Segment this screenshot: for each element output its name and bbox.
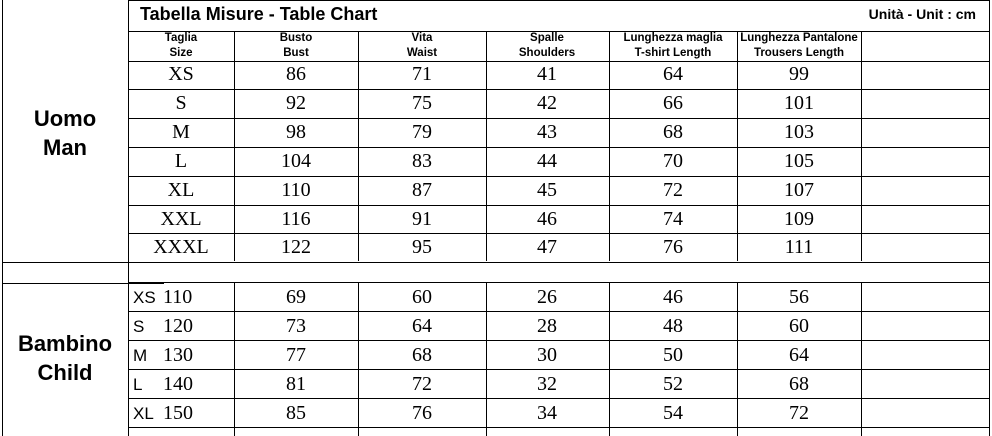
men-cell-waist: 95 — [412, 236, 432, 259]
men-cell-waist: 79 — [412, 120, 432, 143]
child-cell-size: L — [133, 375, 143, 394]
child-cell-height: 150 — [163, 402, 193, 424]
men-cell-shoulders: 43 — [537, 120, 557, 143]
header-bust: Busto Bust — [279, 32, 313, 59]
header-tshirt-length: Lunghezza maglia T-shirt Length — [623, 32, 723, 59]
child-cell-size: M — [133, 346, 148, 365]
group-label-man: Uomo Man — [33, 106, 97, 160]
men-cell-size: XXXL — [153, 236, 209, 259]
child-cell-height: 140 — [163, 373, 193, 395]
men-cell-size: XL — [167, 178, 195, 201]
child-cell-bust: 85 — [286, 402, 306, 424]
men-cell-bust: 122 — [281, 236, 311, 259]
child-cell-waist: 68 — [412, 344, 432, 366]
unit-label: Unità - Unit : cm — [868, 6, 976, 22]
child-cell-trousers-length: 56 — [789, 286, 809, 308]
child-cell-tshirt-length: 48 — [663, 315, 683, 337]
child-cell-height: 120 — [163, 315, 193, 337]
men-cell-bust: 104 — [281, 149, 311, 172]
header-shoulders: Spalle Shoulders — [518, 32, 576, 59]
men-cell-size: S — [175, 91, 187, 114]
men-cell-waist: 75 — [412, 91, 432, 114]
men-cell-waist: 71 — [412, 63, 432, 85]
men-cell-tshirt-length: 70 — [663, 149, 683, 172]
men-cell-trousers-length: 101 — [784, 91, 814, 114]
men-cell-tshirt-length: 66 — [663, 91, 683, 114]
header-size: Taglia Size — [164, 32, 198, 59]
child-cell-bust: 81 — [286, 373, 306, 395]
men-cell-trousers-length: 109 — [784, 207, 814, 230]
men-cell-tshirt-length: 74 — [663, 207, 683, 230]
men-cell-trousers-length: 105 — [784, 149, 814, 172]
men-cell-shoulders: 41 — [537, 63, 557, 85]
men-cell-waist: 87 — [412, 178, 432, 201]
child-cell-shoulders: 32 — [537, 373, 557, 395]
men-cell-waist: 83 — [412, 149, 432, 172]
child-cell-trousers-length: 60 — [789, 315, 809, 337]
men-cell-bust: 92 — [286, 91, 306, 114]
men-cell-shoulders: 44 — [537, 149, 557, 172]
men-cell-bust: 86 — [286, 63, 306, 85]
child-cell-size: XL — [133, 404, 154, 423]
men-cell-trousers-length: 107 — [784, 178, 814, 201]
table-title: Tabella Misure - Table Chart — [140, 4, 378, 24]
child-cell-trousers-length: 64 — [789, 344, 809, 366]
group-label-child: Bambino Child — [17, 331, 113, 385]
child-cell-trousers-length: 72 — [789, 402, 809, 424]
child-cell-shoulders: 34 — [537, 402, 557, 424]
child-cell-waist: 60 — [412, 286, 432, 308]
men-cell-tshirt-length: 64 — [663, 63, 683, 85]
header-trousers-length: Lunghezza Pantalone Trousers Length — [740, 32, 858, 59]
men-cell-shoulders: 47 — [537, 236, 557, 259]
men-cell-size: XXL — [160, 207, 202, 230]
child-cell-bust: 77 — [286, 344, 306, 366]
child-cell-size: XS — [133, 288, 156, 307]
men-cell-size: M — [172, 120, 190, 143]
men-cell-trousers-length: 99 — [789, 63, 809, 85]
men-cell-tshirt-length: 76 — [663, 236, 683, 259]
child-cell-trousers-length: 68 — [789, 373, 809, 395]
child-cell-tshirt-length: 46 — [663, 286, 683, 308]
men-cell-shoulders: 45 — [537, 178, 557, 201]
men-cell-tshirt-length: 68 — [663, 120, 683, 143]
child-cell-bust: 69 — [286, 286, 306, 308]
men-cell-trousers-length: 103 — [784, 120, 814, 143]
men-cell-bust: 110 — [281, 178, 311, 201]
child-cell-height: 110 — [163, 286, 193, 308]
men-cell-bust: 116 — [281, 207, 311, 230]
child-cell-height: 130 — [163, 344, 193, 366]
child-cell-waist: 64 — [412, 315, 432, 337]
child-cell-bust: 73 — [286, 315, 306, 337]
child-cell-shoulders: 30 — [537, 344, 557, 366]
men-cell-waist: 91 — [412, 207, 432, 230]
child-cell-tshirt-length: 50 — [663, 344, 683, 366]
child-cell-waist: 76 — [412, 402, 432, 424]
men-cell-size: L — [174, 149, 188, 172]
men-cell-size: XS — [168, 63, 194, 85]
child-cell-waist: 72 — [412, 373, 432, 395]
child-cell-shoulders: 28 — [537, 315, 557, 337]
men-cell-trousers-length: 111 — [784, 236, 814, 259]
child-cell-size: S — [133, 317, 145, 336]
men-cell-bust: 98 — [286, 120, 306, 143]
header-waist: Vita Waist — [406, 32, 438, 59]
men-cell-shoulders: 42 — [537, 91, 557, 114]
men-cell-tshirt-length: 72 — [663, 178, 683, 201]
men-cell-shoulders: 46 — [537, 207, 557, 230]
child-cell-shoulders: 26 — [537, 286, 557, 308]
child-cell-tshirt-length: 54 — [663, 402, 683, 424]
child-cell-tshirt-length: 52 — [663, 373, 683, 395]
